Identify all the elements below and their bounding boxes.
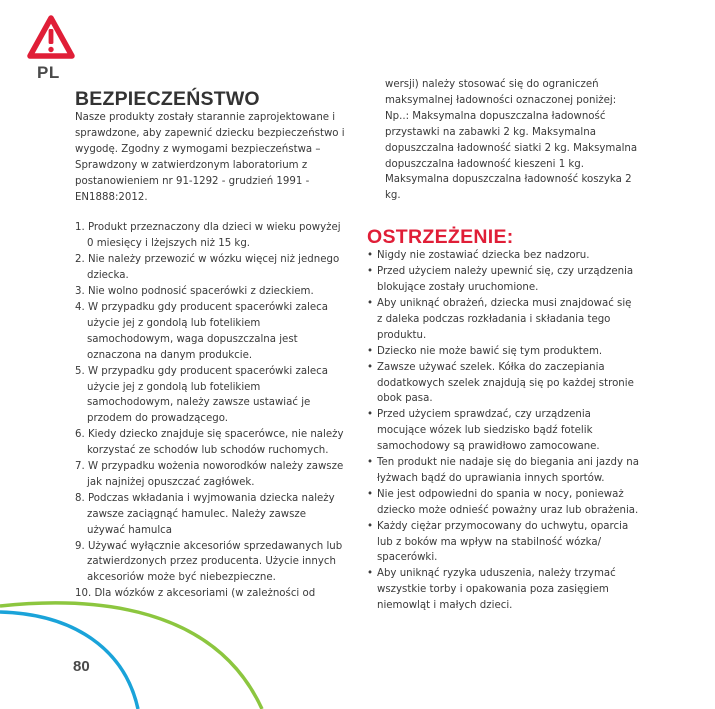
swirl-line-blue <box>0 612 138 709</box>
list-item: 9. Używać wyłącznie akcesoriów sprzedawanych lub zatwierdzonych przez producenta. Użycie innych akcesoriów może być niebezpieczne. <box>75 540 343 584</box>
page-number: 80 <box>73 658 90 675</box>
bullet-item: • Dziecko nie może bawić się tym produktem. <box>367 344 639 360</box>
bullet-item: • Przed użyciem należy upewnić się, czy urządzenia blokujące zostały uruchomione. <box>367 264 639 296</box>
list-item: 1. Produkt przeznaczony dla dzieci w wieku powyżej 0 miesięcy i lżejszych niż 15 kg. <box>75 222 341 250</box>
list-item: 10. Dla wózków z akcesoriami (w zależności od <box>75 588 316 600</box>
list-item: 5. W przypadku gdy producent spacerówki zaleca użycie jej z gondolą lub fotelikiem samochodowym, należy zawsze ustawiać je przodem do prowadzącego. <box>75 365 329 425</box>
language-label: PL <box>37 63 60 82</box>
list-item: 2. Nie należy przewozić w wózku więcej niż jednego dziecka. <box>75 254 340 282</box>
bullet-item: • Nigdy nie zostawiać dziecka bez nadzoru. <box>367 248 639 264</box>
intro-paragraph: Nasze produkty zostały starannie zaprojektowane i sprawdzone, aby zapewnić dziecku bezpieczeństwo i wygodę. Zgodny z wymogami bezpieczeństwa – Sprawdzony w zatwierdzonym laboratorium z postanowieniem nr 91-1292 - grudzień 1991 - EN1888:2012. <box>75 112 345 203</box>
section-title: BEZPIECZEŃSTWO <box>75 88 260 110</box>
list-item: 4. W przypadku gdy producent spacerówki zaleca użycie jej z gondolą lub fotelikiem samochodowym, waga dopuszczalna jest oznaczona na danym produkcie. <box>75 301 329 361</box>
warning-title: OSTRZEŻENIE: <box>367 226 514 249</box>
list-item: 6. Kiedy dziecko znajduje się spacerówce, nie należy korzystać ze schodów lub schodów ruchomych. <box>75 429 344 457</box>
bullet-item: • Każdy ciężar przymocowany do uchwytu, oparcia lub z boków ma wpływ na stabilność wózka/ spacerówki. <box>367 519 639 567</box>
bullet-item: • Ten produkt nie nadaje się do biegania ani jazdy na łyżwach bądź do uprawiania innych sportów. <box>367 455 639 487</box>
bullet-item: • Aby uniknąć ryzyka uduszenia, należy trzymać wszystkie torby i opakowania poza zasięgiem niemowląt i małych dzieci. <box>367 566 639 614</box>
bullet-item: • Aby uniknąć obrażeń, dziecka musi znajdować się z daleka podczas rozkładania i składania tego produktu. <box>367 296 639 344</box>
list-item: 7. W przypadku wożenia noworodków należy zawsze jak najniżej opuszczać zagłówek. <box>75 461 344 488</box>
bullet-item: • Zawsze używać szelek. Kółka do zaczepiania dodatkowych szelek znajdują się po każdej stronie obok pasa. <box>367 360 639 408</box>
bullet-item: • Przed użyciem sprawdzać, czy urządzenia mocujące wózek lub siedzisko bądź fotelik samochodowy są prawidłowo zamocowane. <box>367 407 639 455</box>
swirl-line-green <box>0 603 262 709</box>
list-item: 8. Podczas wkładania i wyjmowania dziecka należy zawsze zaciągnąć hamulec. Należy zawsze używać hamulca <box>75 492 335 536</box>
list-item-continuation: wersji) należy stosować się do ograniczeń maksymalnej ładowności oznaczonej poniżej: Np..: Maksymalna dopuszczalna ładowność przystawki na zabawki 2 kg. Maksymalna dopuszczalna ładowność siatki 2 kg. Maksymalna dopuszczalna ładowność kieszeni 1 kg. Maksymalna dopuszczalna ładowność koszyka 2 kg. <box>385 79 638 202</box>
list-item: 3. Nie wolno podnosić spacerówki z dzieckiem. <box>75 286 314 298</box>
bullet-item: • Nie jest odpowiedni do spania w nocy, ponieważ dziecko może odnieść poważny uraz lub obrażenia. <box>367 487 639 519</box>
